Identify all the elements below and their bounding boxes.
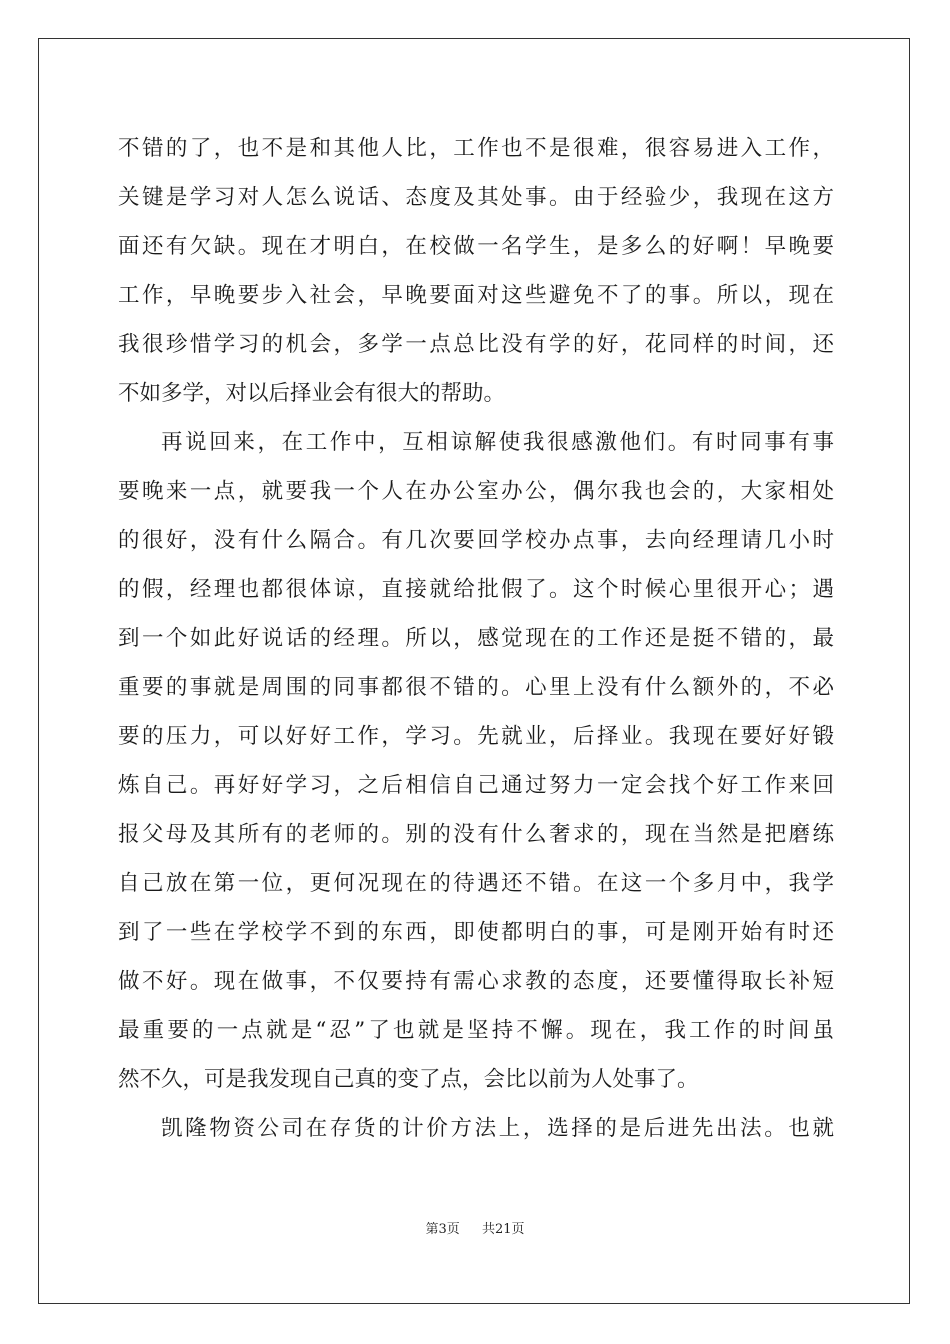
text-line: 自己放在第一位，更何况现在的待遇还不错。在这一个多月中，我学 bbox=[118, 871, 834, 896]
text-line: 炼自己。再好好学习，之后相信自己通过努力一定会找个好工作来回 bbox=[118, 773, 834, 798]
page-footer bbox=[0, 1218, 950, 1237]
text-line: 要的压力，可以好好工作，学习。先就业，后择业。我现在要好好锻 bbox=[118, 724, 834, 749]
text-line: 最重要的一点就是“忍”了也就是坚持不懈。现在，我工作的时间虽 bbox=[118, 1018, 834, 1043]
text-line: 报父母及其所有的老师的。别的没有什么奢求的，现在当然是把磨练 bbox=[118, 822, 834, 847]
text-line: 到了一些在学校学不到的东西，即使都明白的事，可是刚开始有时还 bbox=[118, 920, 834, 945]
text-line: 要晚来一点，就要我一个人在办公室办公，偶尔我也会的，大家相处 bbox=[118, 479, 834, 504]
text-line: 的很好，没有什么隔合。有几次要回学校办点事，去向经理请几小时 bbox=[118, 528, 834, 553]
text-line: 关键是学习对人怎么说话、态度及其处事。由于经验少，我现在这方 bbox=[118, 185, 834, 210]
text-line: 再说回来，在工作中，互相谅解使我很感激他们。有时同事有事 bbox=[161, 430, 834, 455]
total-pages-label: 共21页 bbox=[482, 1222, 525, 1237]
text-line: 不如多学，对以后择业会有很大的帮助。 bbox=[118, 381, 506, 406]
text-line: 到一个如此好说话的经理。所以，感觉现在的工作还是挺不错的，最 bbox=[118, 626, 834, 651]
text-line: 不错的了，也不是和其他人比，工作也不是很难，很容易进入工作， bbox=[118, 136, 834, 161]
text-line: 然不久，可是我发现自己真的变了点，会比以前为人处事了。 bbox=[118, 1067, 699, 1092]
text-line: 凯隆物资公司在存货的计价方法上，选择的是后进先出法。也就 bbox=[161, 1116, 834, 1141]
text-line: 做不好。现在做事，不仅要持有需心求教的态度，还要懂得取长补短 bbox=[118, 969, 834, 994]
text-line: 的假，经理也都很体谅，直接就给批假了。这个时候心里很开心；遇 bbox=[118, 577, 834, 602]
text-line: 工作，早晚要步入社会，早晚要面对这些避免不了的事。所以，现在 bbox=[118, 283, 834, 308]
text-line: 重要的事就是周围的同事都很不错的。心里上没有什么额外的，不必 bbox=[118, 675, 834, 700]
body-text bbox=[118, 124, 834, 1153]
current-page-label: 第3页 bbox=[425, 1222, 460, 1237]
text-line: 我很珍惜学习的机会，多学一点总比没有学的好，花同样的时间，还 bbox=[118, 332, 834, 357]
text-line: 面还有欠缺。现在才明白，在校做一名学生，是多么的好啊！早晚要 bbox=[118, 234, 834, 259]
